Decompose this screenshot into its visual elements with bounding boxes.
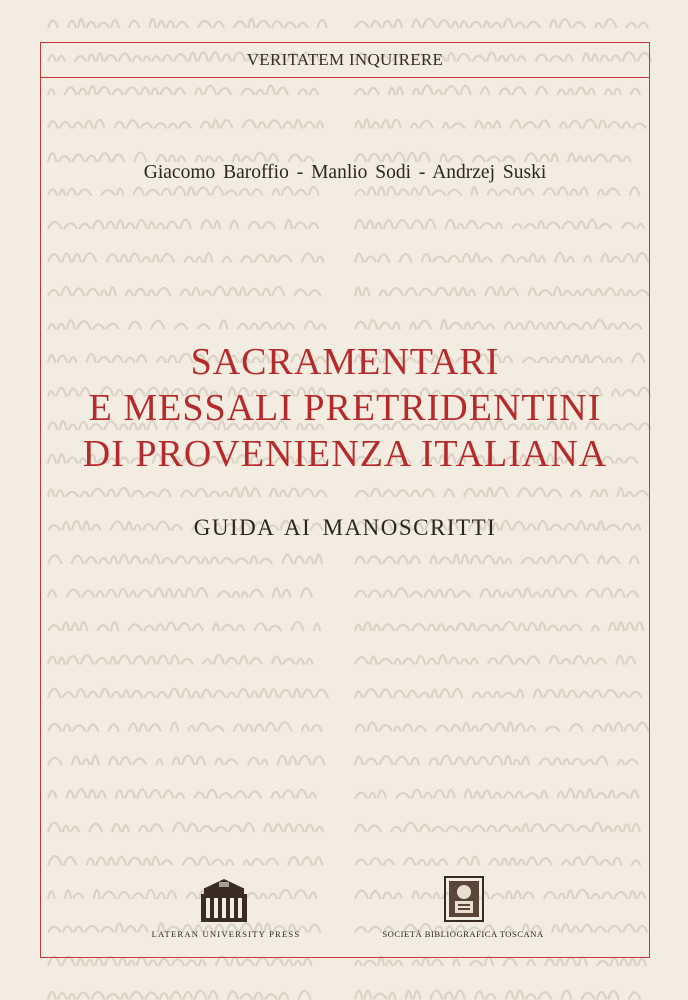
- title-line-1: SACRAMENTARI: [190, 341, 500, 383]
- subtitle: GUIDA AI MANOSCRITTI: [193, 515, 497, 540]
- title-line-2: E MESSALI PRETRIDENTINI: [88, 387, 602, 429]
- manuscript-stroke-line: [355, 19, 648, 28]
- societa-bibliografica-toscana-logo-icon: [444, 876, 484, 922]
- manuscript-stroke-line: [355, 990, 640, 999]
- manuscript-stroke-line: [48, 957, 312, 966]
- series-label: VERITATEM INQUIRERE: [246, 50, 444, 69]
- title-line-3: DI PROVENIENZA ITALIANA: [82, 433, 608, 475]
- lateran-university-press-logo-icon: [199, 878, 249, 924]
- publisher-sbt: SOCIETÀ BIBLIOGRAFICA TOSCANA: [382, 929, 544, 939]
- manuscript-stroke-line: [48, 991, 311, 1000]
- authors: Giacomo Baroffio - Manlio Sodi - Andrzej Suski: [143, 162, 547, 183]
- series-bar: [40, 42, 650, 78]
- publisher-lateran: LATERAN UNIVERSITY PRESS: [151, 929, 301, 939]
- manuscript-stroke-line: [48, 19, 327, 28]
